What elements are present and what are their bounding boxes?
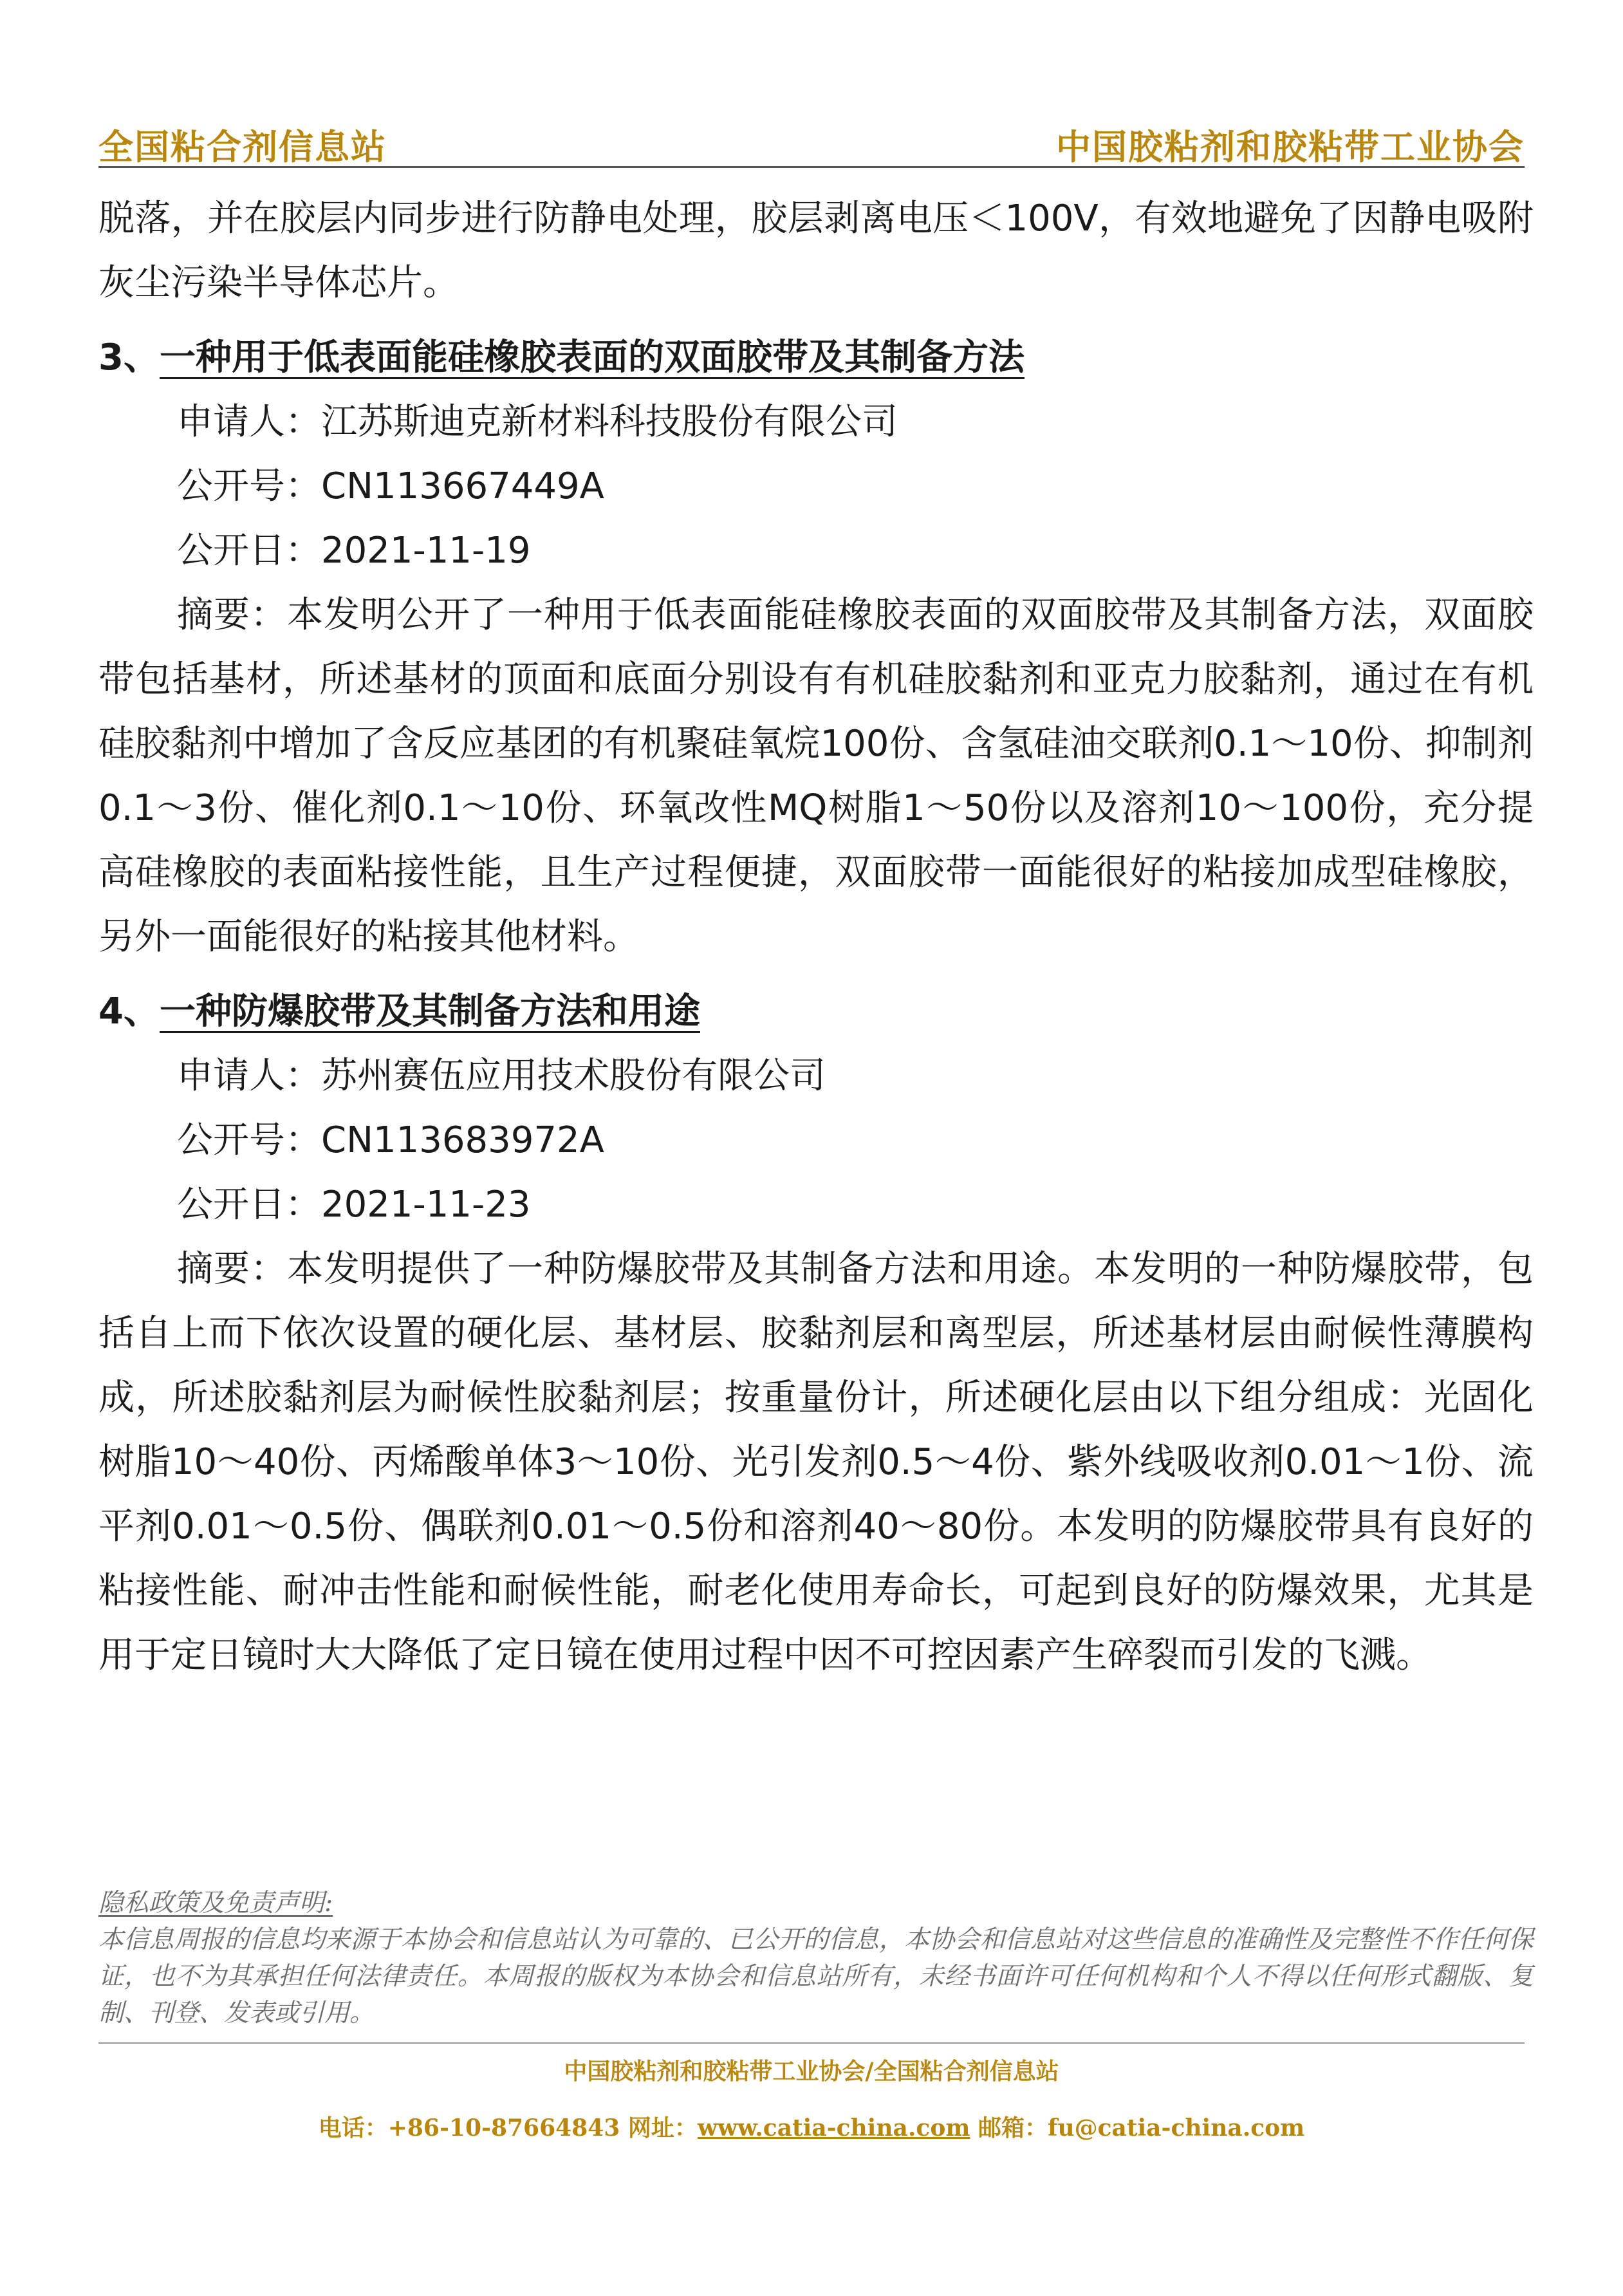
section-4-applicant: 申请人：苏州赛伍应用技术股份有限公司 [177,1055,826,1097]
section-4-publication-date: 公开日：2021-11-23 [177,1184,531,1226]
footer-email[interactable]: fu@catia-china.com [1047,2114,1305,2142]
section-4-title-text: 一种防爆胶带及其制备方法和用途 [159,991,700,1032]
footer-website-link[interactable]: www.catia-china.com [697,2114,970,2142]
disclaimer [98,1885,1534,2031]
footer-org: 中国胶粘剂和胶粘带工业协会/全国粘合剂信息站 [564,2058,1059,2085]
footer-web-label: 网址： [620,2114,698,2142]
section-3-number: 3、 [98,337,160,378]
footer-divider [98,2042,1525,2044]
section-3-abstract: 摘要：本发明公开了一种用于低表面能硅橡胶表面的双面胶带及其制备方法，双面胶带包括基材，所述基材的顶面和底面分别设有有机硅胶黏剂和亚克力胶黏剂，通过在有机硅胶黏剂中增加了含反应基团的有机聚硅氧烷100份、含氢硅油交联剂0.1～10份、抑制剂0.1～3份、催化剂0.1～10份、环氧改性MQ树脂1～50份以及溶剂10～100份，充分提高硅橡胶的表面粘接性能，且生产过程便捷，双面胶带一面能很好的粘接加成型硅橡胶，另外一面能很好的粘接其他材料。 [98,594,1534,958]
section-4-abstract: 摘要：本发明提供了一种防爆胶带及其制备方法和用途。本发明的一种防爆胶带，包括自上而下依次设置的硬化层、基材层、胶黏剂层和离型层，所述基材层由耐候性薄膜构成，所述胶黏剂层为耐候性胶黏剂层；按重量份计，所述硬化层由以下组分组成：光固化树脂10～40份、丙烯酸单体3～10份、光引发剂0.5～4份、紫外线吸收剂0.01～1份、流平剂0.01～0.5份、偶联剂0.01～0.5份和溶剂40～80份。本发明的防爆胶带具有良好的粘接性能、耐冲击性能和耐候性能，耐老化使用寿命长，可起到良好的防爆效果，尤其是用于定日镜时大大降低了定日镜在使用过程中因不可控因素产生碎裂而引发的飞溅。 [98,1248,1534,1676]
footer-email-label: 邮箱： [970,2114,1048,2142]
section-3-title [98,326,1534,390]
section-3-publication-date: 公开日：2021-11-19 [177,530,531,572]
disclaimer-title: 隐私政策及免责声明: [98,1889,333,1918]
footer-phone: 电话：+86-10-87664843 [318,2114,620,2142]
header-right-title: 中国胶粘剂和胶粘带工业协会 [1056,126,1525,167]
main-content [98,187,1534,1688]
page-header [98,115,1525,168]
header-left-title: 全国粘合剂信息站 [98,126,387,167]
section-3-publication-no: 公开号：CN113667449A [177,465,604,507]
section-3-applicant: 申请人：江苏斯迪克新材料科技股份有限公司 [177,401,898,443]
disclaimer-text: 本信息周报的信息均来源于本协会和信息站认为可靠的、已公开的信息，本协会和信息站对这些信息的准确性及完整性不作任何保证，也不为其承担任何法律责任。本周报的版权为本协会和信息站所有，未经书面许可任何机构和个人不得以任何形式翻版、复制、刊登、发表或引用。 [98,1925,1534,2028]
footer-contact [0,2110,1623,2143]
section-3-title-text: 一种用于低表面能硅橡胶表面的双面胶带及其制备方法 [159,337,1025,378]
section-4-title [98,980,1534,1044]
section-4-publication-no: 公开号：CN113683972A [177,1119,604,1161]
section-4-number: 4、 [98,991,160,1032]
continuation-paragraph: 脱落，并在胶层内同步进行防静电处理，胶层剥离电压＜100V，有效地避免了因静电吸附灰尘污染半导体芯片。 [98,198,1534,304]
